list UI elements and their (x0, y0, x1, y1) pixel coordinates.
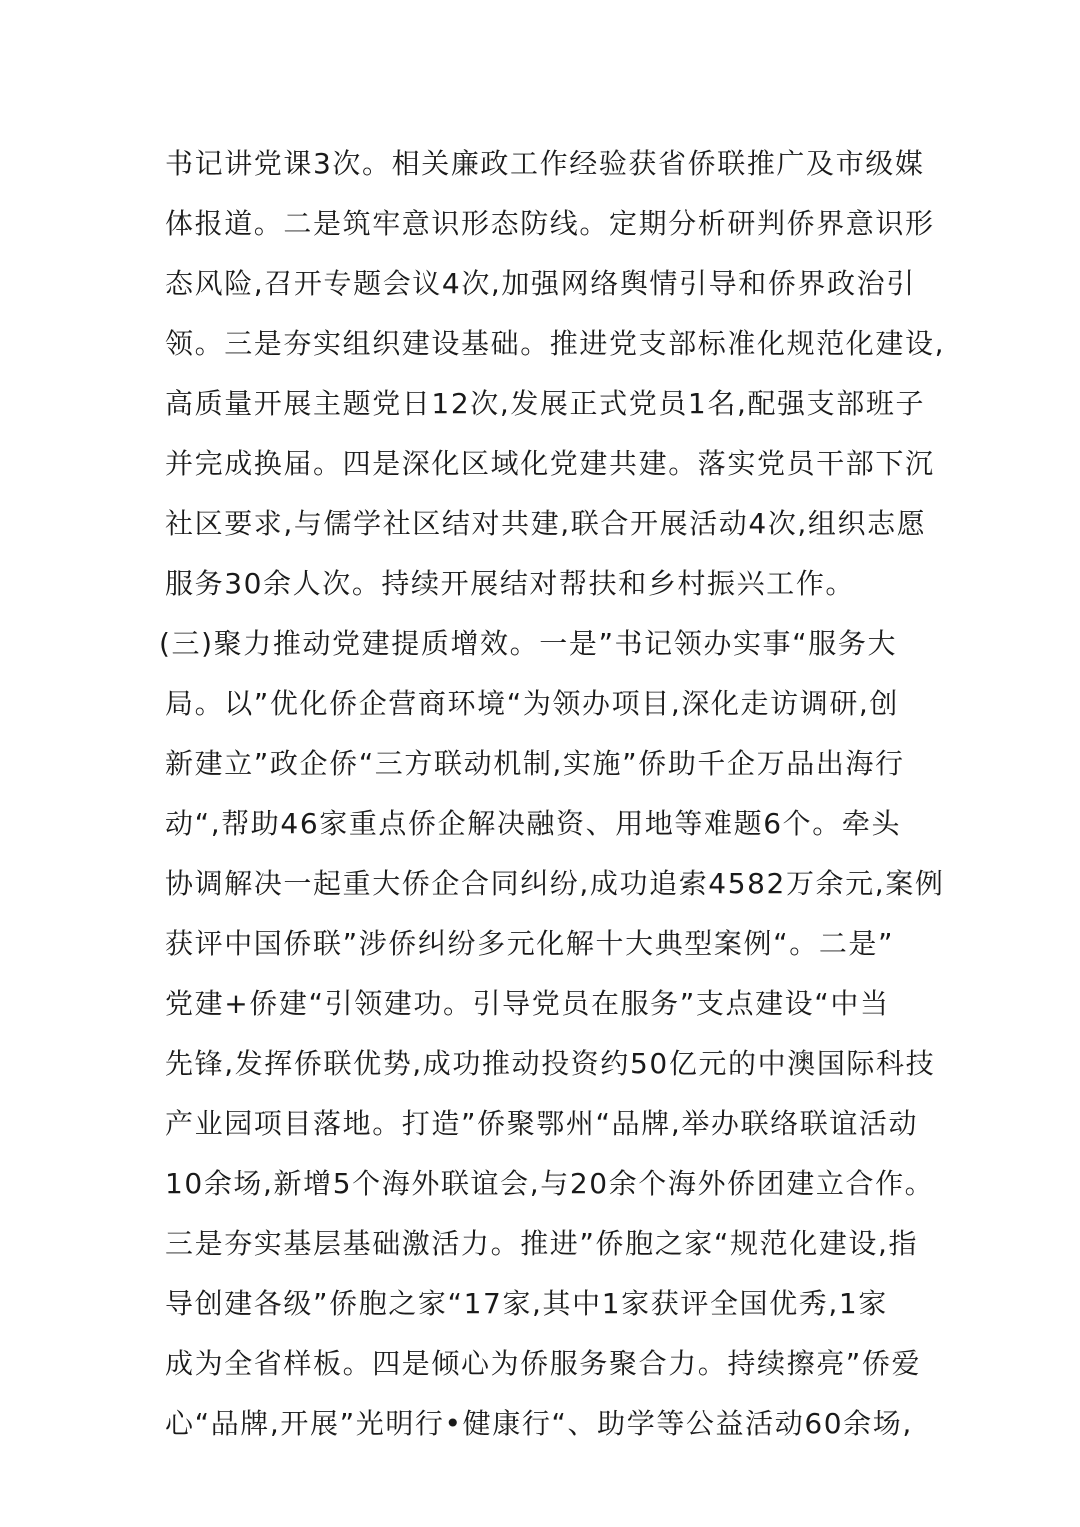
text-line: 产业园项目落地。打造”侨聚鄂州“品牌,举办联络联谊活动 (165, 1107, 919, 1140)
text-line: 先锋,发挥侨联优势,成功推动投资约50亿元的中澳国际科技 (165, 1047, 936, 1080)
text-line: 体报道。二是筑牢意识形态防线。定期分析研判侨界意识形 (165, 207, 935, 240)
text-line: 领。三是夯实组织建设基础。推进党支部标准化规范化建设, (165, 327, 946, 360)
text-line: 动“,帮助46家重点侨企解决融资、用地等难题6个。牵头 (165, 807, 902, 840)
text-line: 10余场,新增5个海外联谊会,与20余个海外侨团建立合作。 (165, 1167, 935, 1200)
text-line: 并完成换届。四是深化区域化党建共建。落实党员干部下沉 (165, 447, 935, 480)
text-line: 社区要求,与儒学社区结对共建,联合开展活动4次,组织志愿 (165, 507, 927, 540)
text-line: 协调解决一起重大侨企合同纠纷,成功追索4582万余元,案例 (165, 867, 945, 900)
text-line: 成为全省样板。四是倾心为侨服务聚合力。持续擦亮”侨爱 (165, 1347, 922, 1380)
text-line: 党建+侨建“引领建功。引导党员在服务”支点建设“中当 (165, 987, 890, 1020)
section-heading-line: (三)聚力推动党建提质增效。一是”书记领办实事“服务大 (159, 627, 898, 660)
text-line: 新建立”政企侨“三方联动机制,实施”侨助千企万品出海行 (165, 747, 905, 780)
text-line: 导创建各级”侨胞之家“17家,其中1家获评全国优秀,1家 (165, 1287, 888, 1320)
text-line: 高质量开展主题党日12次,发展正式党员1名,配强支部班子 (165, 387, 926, 420)
text-line: 书记讲党课3次。相关廉政工作经验获省侨联推广及市级媒 (165, 147, 925, 180)
text-line: 三是夯实基层基础激活力。推进”侨胞之家“规范化建设,指 (165, 1227, 919, 1260)
text-line: 获评中国侨联”涉侨纠纷多元化解十大典型案例“。二是” (165, 927, 895, 960)
text-line: 局。以”优化侨企营商环境“为领办项目,深化走访调研,创 (165, 687, 900, 720)
body-text (159, 134, 946, 1454)
text-line: 心“品牌,开展”光明行•健康行“、助学等公益活动60余场, (165, 1407, 913, 1440)
text-line: 态风险,召开专题会议4次,加强网络舆情引导和侨界政治引 (165, 267, 916, 300)
text-line: 服务30余人次。持续开展结对帮扶和乡村振兴工作。 (165, 567, 856, 600)
